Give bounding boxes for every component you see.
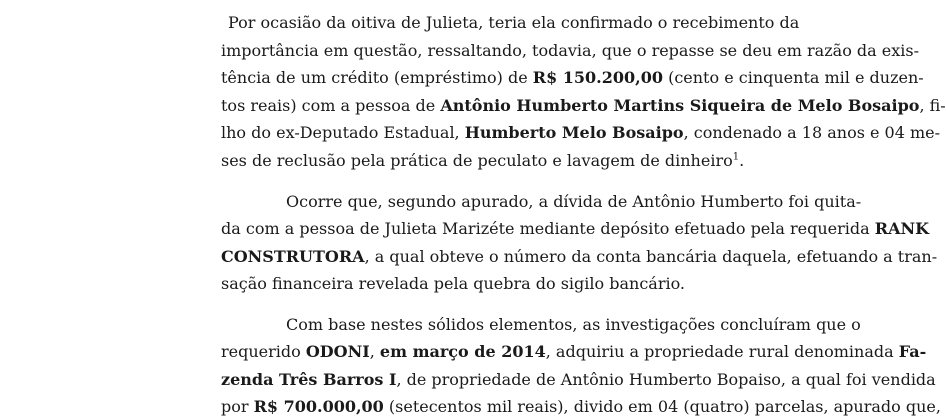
paragraph-2-line-3: CONSTRUTORA, a qual obteve o número da conta bancária daquela, efetuando a tran- [221, 247, 938, 266]
fazenda-part-1: Fa- [898, 342, 927, 361]
amount-700000: R$ 700.000,00 [253, 397, 384, 416]
paragraph-3-line-2: requerido ODONI, em março de 2014, adquiriu a propriedade rural denominada Fa- [221, 342, 927, 361]
name-odoni: ODONI [305, 342, 370, 361]
date-marco-2014: em março de 2014 [379, 342, 546, 361]
paragraph-2-line-2: da com a pessoa de Julieta Marizéte mediante depósito efetuado pela requerida RANK [221, 219, 930, 238]
paragraph-3-line-4: por R$ 700.000,00 (setecentos mil reais), divido em 04 (quatro) parcelas, apurado que, [221, 397, 941, 416]
paragraph-3-line-3: zenda Três Barros I, de propriedade de Antônio Humberto Bopaiso, a qual foi vendida [221, 370, 936, 389]
company-rank: RANK [874, 219, 930, 238]
paragraph-1-line-5: lho do ex-Deputado Estadual, Humberto Melo Bosaipo, condenado a 18 anos e 04 me- [221, 123, 941, 142]
paragraph-1-line-1: Por ocasião da oitiva de Julieta, teria ela confirmado o recebimento da [228, 13, 800, 32]
footnote-ref-1: 1 [732, 151, 740, 163]
paragraph-3-line-1: Com base nestes sólidos elementos, as investigações concluíram que o [286, 315, 861, 334]
paragraph-2-line-1: Ocorre que, segundo apurado, a dívida de Antônio Humberto foi quita- [286, 192, 862, 211]
amount-150200: R$ 150.200,00 [532, 68, 663, 87]
name-humberto-melo-bosaipo: Humberto Melo Bosaipo [464, 123, 684, 142]
paragraph-1-line-2: importância em questão, ressaltando, todavia, que o repasse se deu em razão da exis- [221, 41, 919, 60]
paragraph-2-line-4: sação financeira revelada pela quebra do sigilo bancário. [221, 274, 686, 293]
name-antonio-humberto: Antônio Humberto Martins Siqueira de Melo Bosaipo [440, 96, 920, 115]
paragraph-1-line-4: tos reais) com a pessoa de Antônio Humberto Martins Siqueira de Melo Bosaipo, fi- [221, 96, 946, 115]
paragraph-1-line-6: ses de reclusão pela prática de peculato e lavagem de dinheiro$^1$. [221, 151, 745, 170]
paragraph-1-line-3: tência de um crédito (empréstimo) de R$ 150.200,00 (cento e cinquenta mil e duzen- [221, 68, 924, 87]
company-construtora: CONSTRUTORA [221, 247, 365, 266]
fazenda-part-2: zenda Três Barros I [221, 370, 397, 389]
